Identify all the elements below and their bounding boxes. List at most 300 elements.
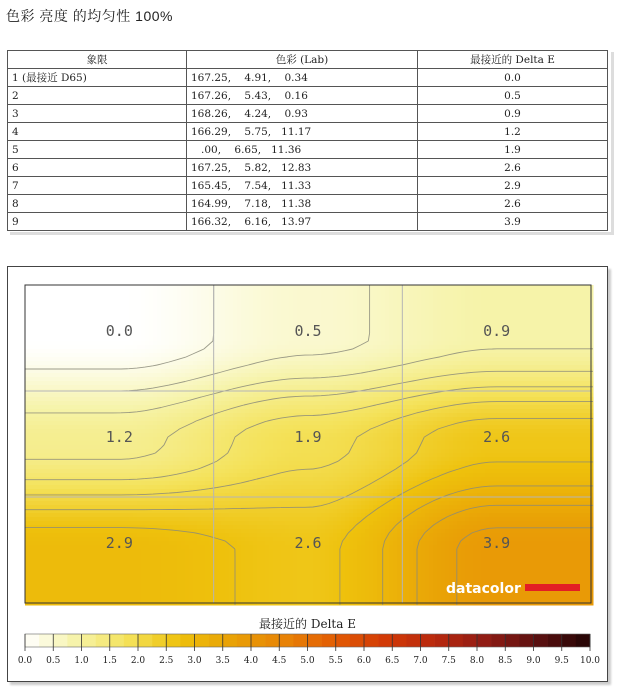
heat-pixel — [285, 293, 290, 298]
heat-pixel — [509, 289, 514, 294]
heat-pixel — [393, 309, 398, 314]
heat-pixel — [457, 341, 462, 346]
heat-pixel — [413, 365, 418, 370]
heat-pixel — [541, 377, 546, 382]
heat-pixel — [457, 381, 462, 386]
heat-pixel — [405, 321, 410, 326]
heat-pixel — [217, 349, 222, 354]
heat-pixel — [453, 333, 458, 338]
heat-pixel — [113, 309, 118, 314]
heat-pixel — [309, 293, 314, 298]
heat-pixel — [93, 377, 98, 382]
heat-pixel — [265, 337, 270, 342]
heat-pixel — [561, 353, 566, 358]
heat-pixel — [305, 357, 310, 362]
heat-pixel — [313, 421, 318, 426]
heat-pixel — [569, 361, 574, 366]
heat-pixel — [117, 413, 122, 418]
heat-pixel — [441, 397, 446, 402]
heat-pixel — [365, 381, 370, 386]
heat-pixel — [577, 297, 582, 302]
heat-pixel — [489, 313, 494, 318]
heat-pixel — [477, 309, 482, 314]
heat-pixel — [317, 349, 322, 354]
heat-pixel — [585, 317, 590, 322]
heat-pixel — [201, 289, 206, 294]
heat-pixel — [37, 333, 42, 338]
heat-pixel — [241, 413, 246, 418]
heat-pixel — [209, 293, 214, 298]
heat-pixel — [389, 405, 394, 410]
heat-pixel — [45, 349, 50, 354]
heat-pixel — [185, 417, 190, 422]
heat-pixel — [117, 289, 122, 294]
heat-pixel — [249, 305, 254, 310]
heat-pixel — [97, 297, 102, 302]
heat-pixel — [29, 313, 34, 318]
heat-pixel — [533, 337, 538, 342]
heat-pixel — [425, 333, 430, 338]
heat-pixel — [301, 313, 306, 318]
heat-pixel — [569, 409, 574, 414]
heat-pixel — [221, 373, 226, 378]
heat-pixel — [225, 417, 230, 422]
heat-pixel — [181, 369, 186, 374]
heat-pixel — [117, 361, 122, 366]
heat-pixel — [113, 401, 118, 406]
heat-pixel — [145, 289, 150, 294]
heat-pixel — [165, 397, 170, 402]
heat-pixel — [449, 285, 454, 290]
heat-pixel — [281, 413, 286, 418]
heat-pixel — [173, 325, 178, 330]
heat-pixel — [277, 341, 282, 346]
heat-pixel — [53, 405, 58, 410]
heat-pixel — [317, 317, 322, 322]
heat-pixel — [273, 369, 278, 374]
heat-pixel — [385, 329, 390, 334]
heat-pixel — [405, 421, 410, 426]
heat-pixel — [333, 337, 338, 342]
heat-pixel — [137, 393, 142, 398]
heat-pixel — [565, 417, 570, 422]
heat-pixel — [381, 285, 386, 290]
heat-pixel — [121, 373, 126, 378]
heat-pixel — [397, 321, 402, 326]
heat-pixel — [521, 405, 526, 410]
heat-pixel — [425, 417, 430, 422]
heat-pixel — [41, 345, 46, 350]
heat-pixel — [125, 397, 130, 402]
heat-pixel — [65, 333, 70, 338]
heat-pixel — [169, 297, 174, 302]
heat-pixel — [289, 297, 294, 302]
heat-pixel — [57, 337, 62, 342]
heat-pixel — [357, 297, 362, 302]
heat-pixel — [293, 369, 298, 374]
heat-pixel — [237, 361, 242, 366]
heat-pixel — [585, 297, 590, 302]
heat-pixel — [117, 397, 122, 402]
heat-pixel — [261, 305, 266, 310]
heat-pixel — [93, 325, 98, 330]
heat-pixel — [405, 297, 410, 302]
heat-pixel — [65, 405, 70, 410]
heat-pixel — [145, 373, 150, 378]
heat-pixel — [189, 321, 194, 326]
heat-pixel — [405, 305, 410, 310]
heat-pixel — [305, 361, 310, 366]
heat-pixel — [177, 341, 182, 346]
heat-pixel — [417, 317, 422, 322]
heat-pixel — [309, 345, 314, 350]
heat-pixel — [269, 345, 274, 350]
heat-pixel — [457, 301, 462, 306]
heat-pixel — [321, 313, 326, 318]
heat-pixel — [233, 381, 238, 386]
heat-pixel — [377, 361, 382, 366]
heat-pixel — [437, 325, 442, 330]
heat-pixel — [277, 317, 282, 322]
heat-pixel — [161, 333, 166, 338]
heat-pixel — [485, 297, 490, 302]
heat-pixel — [173, 321, 178, 326]
heat-pixel — [89, 317, 94, 322]
heat-pixel — [153, 373, 158, 378]
heat-pixel — [521, 377, 526, 382]
heat-pixel — [553, 409, 558, 414]
heat-pixel — [157, 381, 162, 386]
heat-pixel — [45, 321, 50, 326]
heat-pixel — [69, 353, 74, 358]
heat-pixel — [345, 361, 350, 366]
heat-pixel — [233, 317, 238, 322]
heat-pixel — [201, 325, 206, 330]
heat-pixel — [125, 285, 130, 290]
heat-pixel — [365, 377, 370, 382]
heat-pixel — [293, 297, 298, 302]
heat-pixel — [145, 401, 150, 406]
heat-pixel — [41, 377, 46, 382]
heat-pixel — [377, 289, 382, 294]
heat-pixel — [421, 333, 426, 338]
heat-pixel — [165, 329, 170, 334]
heat-pixel — [197, 405, 202, 410]
heat-pixel — [489, 305, 494, 310]
heat-pixel — [329, 361, 334, 366]
heat-pixel — [205, 421, 210, 426]
heat-pixel — [45, 285, 50, 290]
heat-pixel — [129, 381, 134, 386]
heat-pixel — [345, 393, 350, 398]
heat-pixel — [137, 385, 142, 390]
heat-pixel — [309, 301, 314, 306]
heat-pixel — [333, 405, 338, 410]
heat-pixel — [413, 349, 418, 354]
heat-pixel — [33, 309, 38, 314]
heat-pixel — [493, 313, 498, 318]
heat-pixel — [353, 405, 358, 410]
heat-pixel — [305, 369, 310, 374]
heat-pixel — [165, 325, 170, 330]
heat-pixel — [81, 393, 86, 398]
heat-pixel — [489, 365, 494, 370]
heat-pixel — [241, 345, 246, 350]
heat-pixel — [197, 373, 202, 378]
heat-pixel — [525, 337, 530, 342]
heat-pixel — [65, 381, 70, 386]
heat-pixel — [57, 377, 62, 382]
heat-pixel — [37, 393, 42, 398]
heat-pixel — [305, 421, 310, 426]
heat-pixel — [93, 397, 98, 402]
heat-pixel — [269, 325, 274, 330]
heat-pixel — [41, 301, 46, 306]
heat-pixel — [85, 357, 90, 362]
heat-pixel — [149, 421, 154, 426]
heat-pixel — [477, 409, 482, 414]
heat-pixel — [57, 325, 62, 330]
heat-pixel — [445, 381, 450, 386]
heat-pixel — [333, 369, 338, 374]
heat-pixel — [137, 417, 142, 422]
heat-pixel — [333, 345, 338, 350]
heat-pixel — [125, 341, 130, 346]
heat-pixel — [73, 297, 78, 302]
heat-pixel — [217, 385, 222, 390]
heat-pixel — [49, 401, 54, 406]
heat-pixel — [81, 413, 86, 418]
heat-pixel — [97, 341, 102, 346]
heat-pixel — [401, 421, 406, 426]
heat-pixel — [229, 321, 234, 326]
heat-pixel — [425, 305, 430, 310]
heat-pixel — [289, 305, 294, 310]
heat-pixel — [441, 337, 446, 342]
heat-pixel — [273, 297, 278, 302]
heat-pixel — [569, 297, 574, 302]
heat-pixel — [577, 365, 582, 370]
heat-pixel — [569, 417, 574, 422]
heat-pixel — [145, 309, 150, 314]
heat-pixel — [177, 369, 182, 374]
heat-pixel — [113, 377, 118, 382]
heat-pixel — [225, 377, 230, 382]
heat-pixel — [429, 325, 434, 330]
heat-pixel — [489, 301, 494, 306]
heat-pixel — [25, 301, 30, 306]
heat-pixel — [225, 325, 230, 330]
heat-pixel — [517, 353, 522, 358]
heat-pixel — [97, 353, 102, 358]
heat-pixel — [333, 381, 338, 386]
heat-pixel — [49, 361, 54, 366]
heat-pixel — [397, 413, 402, 418]
heat-pixel — [273, 373, 278, 378]
heat-pixel — [365, 365, 370, 370]
heat-pixel — [449, 301, 454, 306]
heat-pixel — [33, 325, 38, 330]
heat-pixel — [309, 305, 314, 310]
heat-pixel — [273, 401, 278, 406]
heat-pixel — [501, 361, 506, 366]
heat-pixel — [497, 397, 502, 402]
heat-pixel — [141, 401, 146, 406]
heat-pixel — [421, 301, 426, 306]
heat-pixel — [233, 305, 238, 310]
heat-pixel — [293, 409, 298, 414]
heat-pixel — [317, 381, 322, 386]
heat-pixel — [133, 293, 138, 298]
heat-pixel — [545, 301, 550, 306]
heat-pixel — [581, 285, 586, 290]
heat-pixel — [453, 417, 458, 422]
heat-pixel — [413, 325, 418, 330]
heat-pixel — [573, 409, 578, 414]
heat-pixel — [517, 373, 522, 378]
heat-pixel — [585, 305, 590, 310]
heat-pixel — [497, 417, 502, 422]
heat-pixel — [93, 313, 98, 318]
heat-pixel — [285, 385, 290, 390]
heat-pixel — [473, 397, 478, 402]
heat-pixel — [133, 321, 138, 326]
heat-pixel — [277, 313, 282, 318]
heat-pixel — [273, 341, 278, 346]
heat-pixel — [537, 393, 542, 398]
heat-pixel — [369, 357, 374, 362]
heat-pixel — [257, 409, 262, 414]
heat-pixel — [125, 381, 130, 386]
heat-pixel — [225, 301, 230, 306]
heat-pixel — [45, 325, 50, 330]
heat-pixel — [153, 341, 158, 346]
heat-pixel — [553, 301, 558, 306]
heat-pixel — [177, 417, 182, 422]
heat-pixel — [417, 385, 422, 390]
heat-pixel — [525, 285, 530, 290]
heat-pixel — [529, 349, 534, 354]
heat-pixel — [569, 333, 574, 338]
heat-pixel — [573, 293, 578, 298]
heat-pixel — [193, 329, 198, 334]
heat-pixel — [221, 365, 226, 370]
heat-pixel — [585, 309, 590, 314]
heat-pixel — [197, 305, 202, 310]
heat-pixel — [293, 289, 298, 294]
heat-pixel — [293, 357, 298, 362]
heat-pixel — [377, 405, 382, 410]
heat-pixel — [501, 301, 506, 306]
heat-pixel — [41, 349, 46, 354]
heat-pixel — [413, 421, 418, 426]
heat-pixel — [149, 301, 154, 306]
heat-pixel — [577, 285, 582, 290]
heat-pixel — [377, 397, 382, 402]
heat-pixel — [249, 285, 254, 290]
heat-pixel — [229, 289, 234, 294]
heat-pixel — [265, 321, 270, 326]
heat-pixel — [485, 317, 490, 322]
heat-pixel — [529, 361, 534, 366]
heat-pixel — [465, 413, 470, 418]
heat-pixel — [221, 293, 226, 298]
heat-pixel — [277, 345, 282, 350]
heat-pixel — [369, 409, 374, 414]
cell-quadrant: 1 (最接近 D65) — [8, 69, 187, 87]
heat-pixel — [389, 305, 394, 310]
heat-pixel — [161, 293, 166, 298]
heat-pixel — [61, 377, 66, 382]
heat-pixel — [473, 325, 478, 330]
heat-pixel — [165, 309, 170, 314]
heat-pixel — [549, 381, 554, 386]
heat-pixel — [573, 361, 578, 366]
heat-pixel — [445, 397, 450, 402]
heat-pixel — [405, 405, 410, 410]
heat-pixel — [501, 393, 506, 398]
heat-pixel — [189, 325, 194, 330]
heat-pixel — [333, 329, 338, 334]
heat-pixel — [109, 417, 114, 422]
heat-pixel — [309, 401, 314, 406]
heat-pixel — [321, 373, 326, 378]
heat-pixel — [261, 369, 266, 374]
heat-pixel — [129, 373, 134, 378]
heat-pixel — [473, 381, 478, 386]
heat-pixel — [217, 353, 222, 358]
heat-pixel — [345, 341, 350, 346]
heat-pixel — [245, 321, 250, 326]
heat-pixel — [29, 401, 34, 406]
heat-pixel — [253, 349, 258, 354]
heat-pixel — [449, 381, 454, 386]
heat-pixel — [121, 357, 126, 362]
heat-pixel — [261, 309, 266, 314]
heat-pixel — [501, 309, 506, 314]
heat-pixel — [485, 301, 490, 306]
heat-pixel — [569, 365, 574, 370]
heat-pixel — [65, 337, 70, 342]
heat-pixel — [37, 285, 42, 290]
heat-pixel — [577, 409, 582, 414]
heat-pixel — [565, 325, 570, 330]
heat-pixel — [221, 345, 226, 350]
heat-pixel — [121, 293, 126, 298]
heat-pixel — [537, 301, 542, 306]
heat-pixel — [229, 417, 234, 422]
heat-pixel — [157, 341, 162, 346]
heat-pixel — [137, 405, 142, 410]
heat-pixel — [41, 373, 46, 378]
heat-pixel — [153, 369, 158, 374]
heat-pixel — [189, 317, 194, 322]
heat-pixel — [445, 289, 450, 294]
heat-pixel — [537, 329, 542, 334]
heat-pixel — [353, 341, 358, 346]
heat-pixel — [229, 313, 234, 318]
heat-pixel — [197, 285, 202, 290]
heat-pixel — [393, 409, 398, 414]
heat-pixel — [517, 409, 522, 414]
heat-pixel — [337, 369, 342, 374]
heat-pixel — [217, 397, 222, 402]
heat-pixel — [509, 301, 514, 306]
heat-pixel — [69, 301, 74, 306]
heat-pixel — [409, 301, 414, 306]
heat-pixel — [313, 385, 318, 390]
heat-pixel — [353, 333, 358, 338]
